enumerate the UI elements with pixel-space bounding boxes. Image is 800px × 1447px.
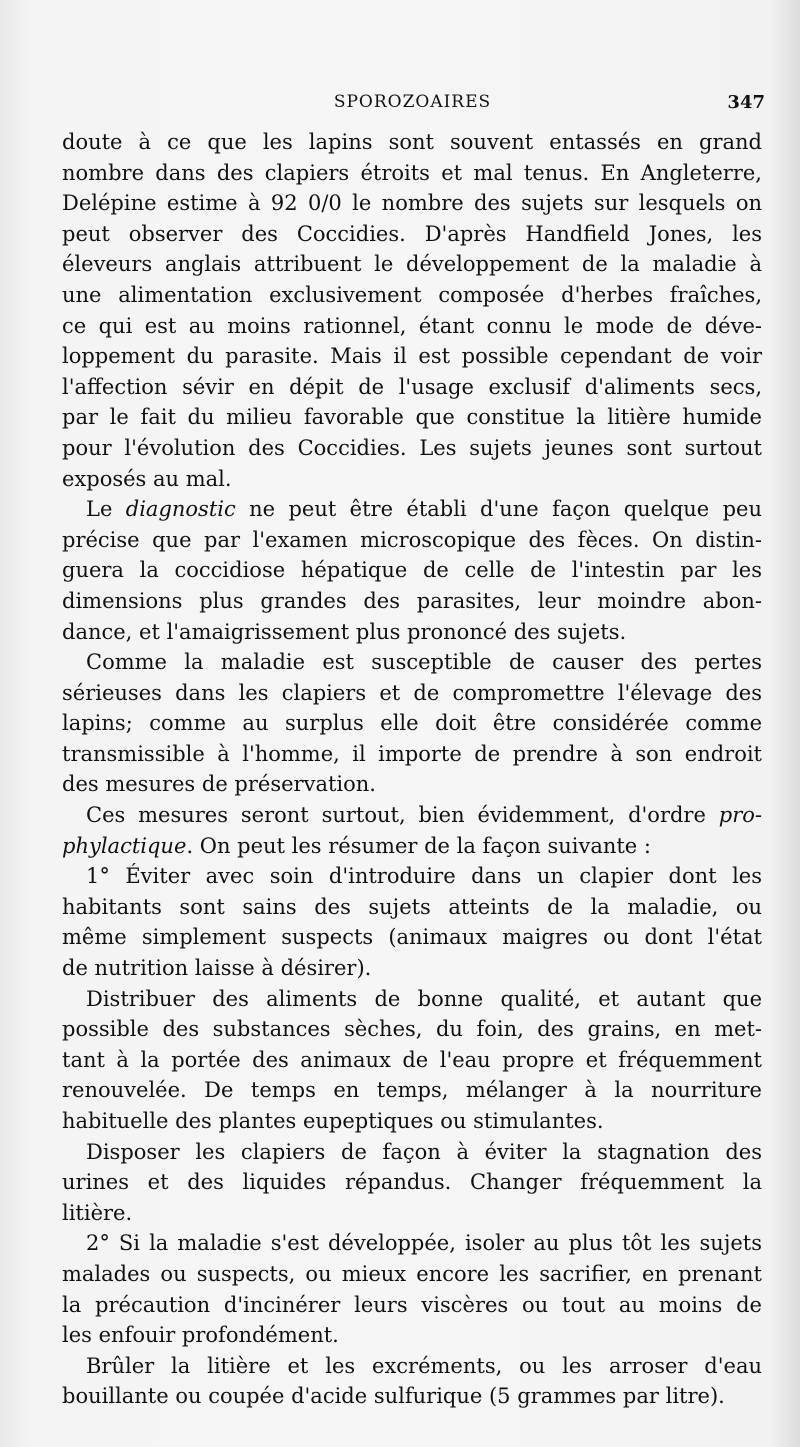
text-line: lapins; comme au surplus elle doit être considérée comme <box>62 711 762 736</box>
text-line: doute à ce que les lapins sont souvent entassés en grand <box>62 130 762 154</box>
body-text <box>62 127 762 1412</box>
text-line-pro <box>62 800 762 831</box>
text-line-diagnostic <box>62 494 762 525</box>
text-line: dance, et l'amaigrissement plus prononcé des sujets. <box>62 619 627 644</box>
text-line: urines et des liquides répandus. Changer fréquemment la <box>62 1170 762 1195</box>
text-line: nombre dans des clapiers étroits et mal tenus. En Angleterre, <box>62 160 762 185</box>
diagnostic-prefix: Le <box>86 497 126 522</box>
pro-prefix: Ces mesures seront surtout, bien évidemment, d'ordre <box>86 803 719 828</box>
text-line: malades ou suspects, ou mieux encore les sacrifier, en prenant <box>62 1261 762 1286</box>
text-line: Delépine estime à 92 0/0 le nombre des sujets sur lesquels on <box>62 191 762 216</box>
text-line: guera la coccidiose hépatique de celle de l'intestin par les <box>62 558 762 583</box>
text-line: bouillante ou coupée d'acide sulfurique (5 grammes par litre). <box>62 1384 725 1409</box>
text-line: par le fait du milieu favorable que constitue la litière humide <box>62 405 762 430</box>
text-line: l'affection sévir en dépit de l'usage exclusif d'aliments secs, <box>62 374 762 399</box>
text-line: pour l'évolution des Coccidies. Les sujets jeunes sont surtout <box>62 435 762 460</box>
text-line: 1° Éviter avec soin d'introduire dans un clapier dont les <box>86 864 762 889</box>
text-line-phyl <box>62 831 762 862</box>
text-line: sérieuses dans les clapiers et de compromettre l'élevage des <box>62 680 762 705</box>
text-line: une alimentation exclusivement composée d'herbes fraîches, <box>62 282 762 307</box>
text-line: même simplement suspects (animaux maigres ou dont l'état <box>62 925 762 950</box>
text-line: dimensions plus grandes des parasites, leur moindre abon- <box>62 588 762 613</box>
text-line: Distribuer des aliments de bonne qualité, et autant que <box>86 986 762 1011</box>
running-head: SPOROZOAIRES <box>333 92 492 112</box>
diagnostic-rest: ne peut être établi d'une façon quelque peu <box>235 497 762 522</box>
text-line: transmissible à l'homme, il importe de prendre à son endroit <box>62 741 762 766</box>
text-line: peut observer des Coccidies. D'après Handfield Jones, les <box>62 221 762 246</box>
text-line: habitants sont sains des sujets atteints de la maladie, ou <box>62 894 762 919</box>
text-line: possible des substances sèches, du foin, des grains, en met- <box>62 1017 762 1042</box>
text-line: ce qui est au moins rationnel, étant connu le mode de déve- <box>62 313 762 338</box>
diagnostic-term: diagnostic <box>125 497 236 522</box>
text-line: la précaution d'incinérer leurs viscères ou tout au moins de <box>62 1292 762 1317</box>
page-number: 347 <box>727 92 765 113</box>
text-line: habituelle des plantes eupeptiques ou stimulantes. <box>62 1109 604 1133</box>
phylactique-term: phylactique <box>62 833 187 858</box>
text-line: litière. <box>62 1200 133 1225</box>
text-line: Disposer les clapiers de façon à éviter la stagnation des <box>86 1139 762 1164</box>
phyl-suffix: . On peut les résumer de la façon suivante : <box>186 833 651 858</box>
text-line: Brûler la litière et les excréments, ou les arroser d'eau <box>86 1353 762 1378</box>
text-line: les enfouir profondément. <box>62 1323 339 1348</box>
text-line: renouvelée. De temps en temps, mélanger à la nourriture <box>62 1078 762 1103</box>
text-line: loppement du parasite. Mais il est possible cependant de voir <box>62 344 762 369</box>
text-line: Comme la maladie est susceptible de causer des pertes <box>86 650 762 675</box>
text-line: précise que par l'examen microscopique des fèces. On distin- <box>62 527 762 552</box>
text-line: tant à la portée des animaux de l'eau propre et fréquemment <box>62 1047 762 1072</box>
text-line: exposés au mal. <box>62 466 232 491</box>
text-line: des mesures de préservation. <box>62 772 376 797</box>
text-line: 2° Si la maladie s'est développée, isoler au plus tôt les sujets <box>86 1231 762 1256</box>
page-header <box>60 90 765 120</box>
text-line: de nutrition laisse à désirer). <box>62 956 372 981</box>
text-line: éleveurs anglais attribuent le développement de la maladie à <box>62 252 762 277</box>
pro-term: pro- <box>718 803 762 828</box>
